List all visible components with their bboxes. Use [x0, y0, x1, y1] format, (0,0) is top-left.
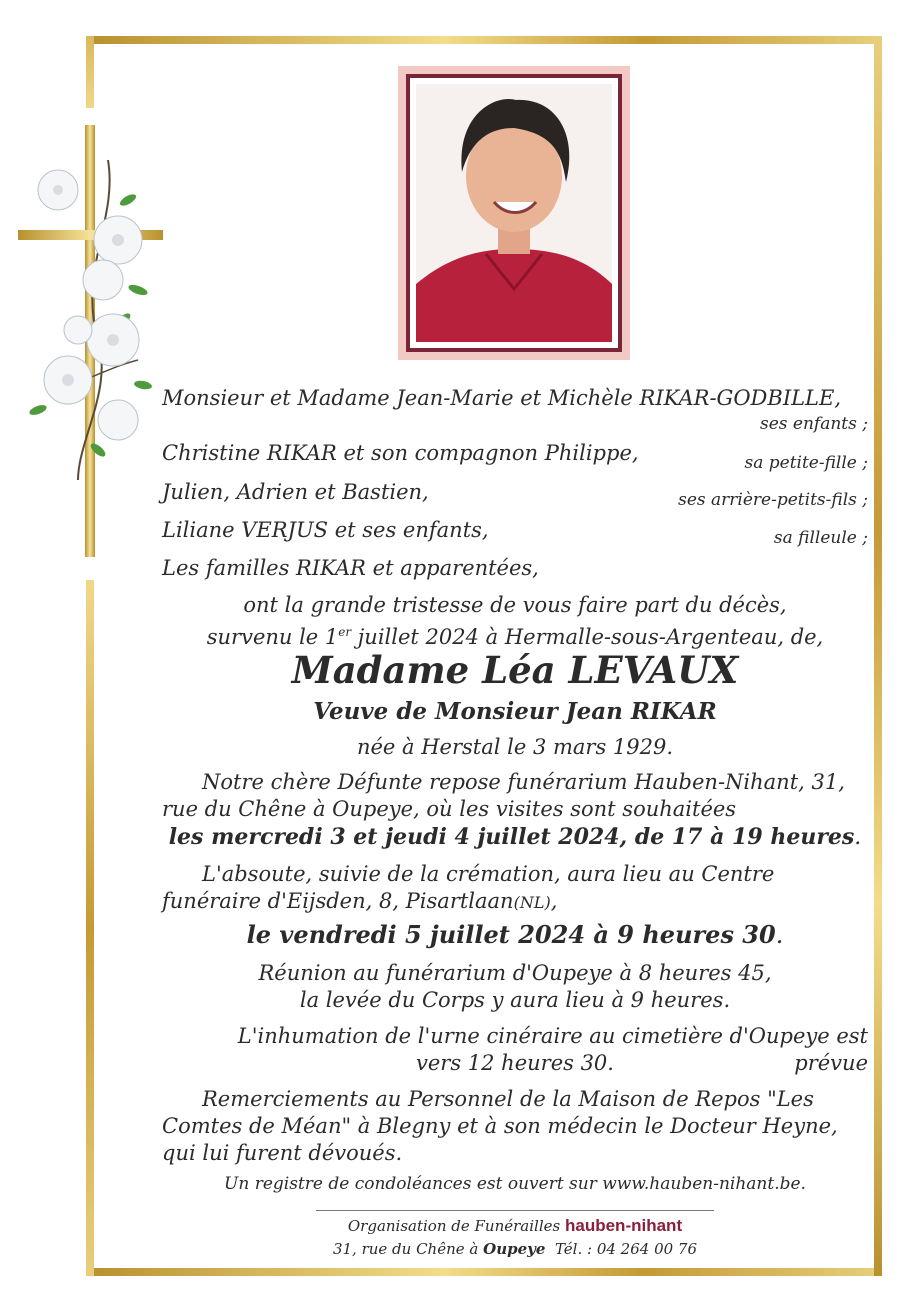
announcement-line-2: survenu le 1er juillet 2024 à Hermalle-sous-Argenteau, de, — [206, 625, 824, 649]
family-line-5: Les familles RIKAR et apparentées, — [162, 556, 539, 580]
brand-logo: hauben-nihant — [565, 1216, 683, 1235]
visits-text: Notre chère Défunte repose funérarium Hauben-Nihant, 31, rue du Chêne à Oupeye, où les visites sont souhaitées — [162, 770, 845, 821]
family-line-4: Liliane VERJUS et ses enfants, — [162, 518, 489, 542]
thanks-text: Remerciements au Personnel de la Maison de Repos "Les Comtes de Méan" à Blegny et à son médecin le Docteur Heyne, qui lui furent dévoués. — [162, 1087, 838, 1165]
widow-of: Veuve de Monsieur Jean RIKAR — [313, 698, 717, 725]
family-relation-3: ses arrière-petits-fils ; — [678, 490, 868, 510]
ceremony-text: L'absoute, suivie de la crémation, aura lieu au Centre funéraire d'Eijsden, 8, Pisartlaan(NL), — [162, 862, 775, 913]
meeting-line-1: Réunion au funérarium d'Oupeye à 8 heures 45, — [258, 961, 772, 985]
urn-line-2: vers 12 heures 30. — [416, 1051, 614, 1075]
family-relation-1: ses enfants ; — [760, 414, 868, 434]
footer-address: 31, rue du Chêne à Oupeye Tél. : 04 264 00 76 — [332, 1240, 698, 1258]
birth-info: née à Herstal le 3 mars 1929. — [356, 735, 674, 759]
photo-frame — [406, 74, 622, 352]
urn-line-1: L'inhumation de l'urne cinéraire au cimetière d'Oupeye est prévue — [237, 1024, 868, 1075]
deceased-name: Madame Léa LEVAUX — [291, 648, 739, 692]
family-relation-2: sa petite-fille ; — [744, 453, 868, 473]
family-line-3: Julien, Adrien et Bastien, — [162, 480, 429, 504]
condolence-register: Un registre de condoléances est ouvert sur www.hauben-nihant.be. — [224, 1174, 806, 1194]
frame-bottom — [86, 1268, 882, 1276]
cross-icon — [18, 120, 163, 560]
portrait-image — [416, 84, 612, 342]
footer-org: Organisation de Funérailles hauben-nihant — [347, 1216, 683, 1235]
footer-divider — [316, 1210, 714, 1211]
announcement-line-1: ont la grande tristesse de vous faire part du décès, — [243, 593, 787, 617]
family-line-2: Christine RIKAR et son compagnon Philippe, — [162, 441, 639, 465]
ceremony-date: le vendredi 5 juillet 2024 à 9 heures 30. — [246, 920, 784, 949]
frame-left-upper — [86, 36, 94, 108]
portrait-photo — [398, 66, 630, 360]
frame-left-lower — [86, 580, 94, 1276]
meeting-line-2: la levée du Corps y aura lieu à 9 heures. — [299, 988, 731, 1012]
frame-right — [874, 36, 882, 1276]
family-line-1: Monsieur et Madame Jean-Marie et Michèle RIKAR-GODBILLE, — [162, 386, 842, 410]
frame-top — [86, 36, 882, 44]
family-relation-4: sa filleule ; — [773, 528, 868, 548]
visits-dates: les mercredi 3 et jeudi 4 juillet 2024, de 17 à 19 heures. — [168, 824, 862, 850]
